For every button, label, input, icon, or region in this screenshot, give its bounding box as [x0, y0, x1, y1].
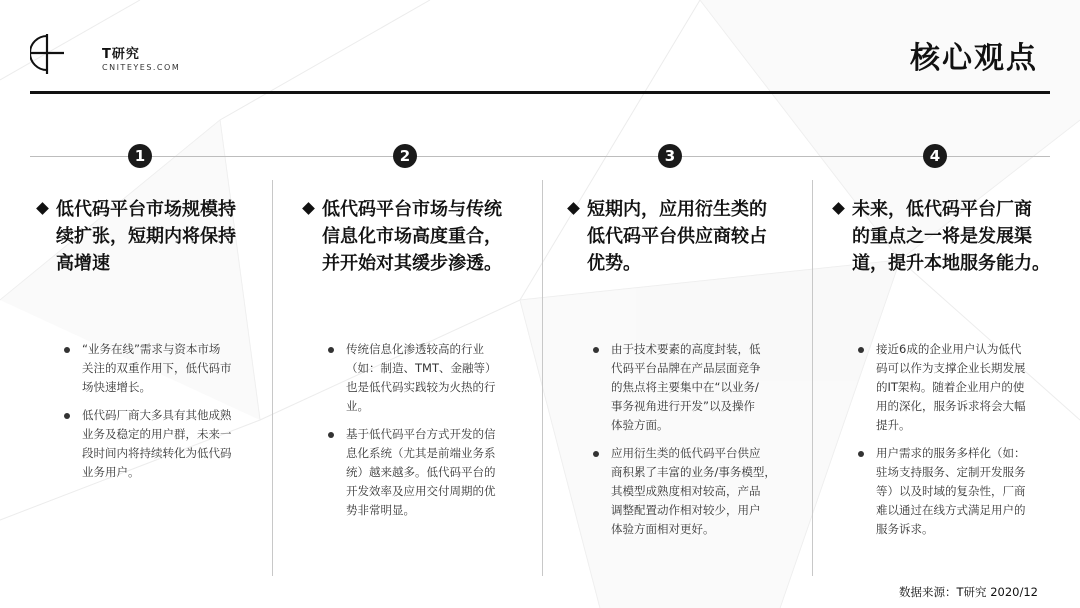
list-item — [324, 425, 524, 520]
bullet-line: 服务诉求。 — [876, 522, 934, 536]
bullet-line: 等）以及时域的复杂性，厂商 — [876, 484, 1026, 498]
column-heading — [832, 196, 1062, 277]
column-4 — [832, 196, 1062, 277]
bullet-line: 其模型成熟度相对较高，产品 — [611, 484, 761, 498]
column-4-bullets — [854, 340, 1054, 548]
bullet-line: 提升。 — [876, 418, 911, 432]
bullet-dot-icon — [64, 347, 70, 353]
bullet-dot-icon — [328, 432, 334, 438]
bullet-dot-icon — [328, 347, 334, 353]
heading-line: 短期内，应用衍生类的 — [587, 199, 767, 220]
bullet-line: 也是低代码实践较为火热的行 — [346, 380, 496, 394]
column-heading — [302, 196, 530, 277]
column-2-bullets — [324, 340, 524, 529]
bullet-line: 调整配置动作相对较少，用户 — [611, 503, 761, 517]
bullet-line: 用户需求的服务多样化（如： — [876, 446, 1026, 460]
column-3 — [567, 196, 795, 277]
bullet-line: 业务用户。 — [82, 465, 140, 479]
bullet-line: 接近6成的企业用户认为低代 — [876, 342, 1022, 356]
column-divider — [272, 180, 273, 576]
bullet-line: 场快速增长。 — [82, 380, 151, 394]
bullet-line: 段时间内将持续转化为低代码 — [82, 446, 232, 460]
bullet-line: 息化系统（尤其是前端业务系 — [346, 446, 496, 460]
bullet-line: 基于低代码平台方式开发的信 — [346, 427, 496, 441]
bullet-line: 关注的双重作用下，低代码市 — [82, 361, 232, 375]
step-number-1: 1 — [128, 144, 152, 168]
bullet-line: 统）越来越多。低代码平台的 — [346, 465, 496, 479]
bullet-line: 的IT架构。随着企业用户的使 — [876, 380, 1025, 394]
step-number-3: 3 — [658, 144, 682, 168]
list-item — [854, 444, 1054, 539]
heading-line: 低代码平台供应商较占 — [587, 226, 767, 247]
bullet-line: 体验方面相对更好。 — [611, 522, 715, 536]
bullet-line: （如：制造、TMT、金融等） — [346, 361, 497, 375]
logo-text-cn: T研究 — [102, 47, 140, 62]
heading-line: 续扩张，短期内将保持 — [56, 226, 236, 247]
heading-line: 信息化市场高度重合， — [322, 226, 502, 247]
bullet-line: 的焦点将主要集中在“以业务/ — [611, 380, 759, 394]
bullet-line: “业务在线”需求与资本市场 — [82, 342, 221, 356]
t-research-logo-mark — [30, 32, 66, 74]
bullet-line: 低代码厂商大多具有其他成熟 — [82, 408, 232, 422]
logo — [30, 32, 181, 76]
column-heading — [567, 196, 795, 277]
heading-line: 未来，低代码平台厂商 — [852, 199, 1032, 220]
bullet-line: 驻场支持服务、定制开发服务 — [876, 465, 1026, 479]
bullet-line: 由于技术要素的高度封装，低 — [611, 342, 761, 356]
column-divider — [542, 180, 543, 576]
list-item — [589, 340, 791, 435]
bullet-dot-icon — [593, 347, 599, 353]
step-number-2: 2 — [393, 144, 417, 168]
bullet-line: 业。 — [346, 399, 369, 413]
bullet-dot-icon — [64, 413, 70, 419]
bullet-line: 应用衍生类的低代码平台供应 — [611, 446, 761, 460]
bullet-line: 码可以作为支撑企业长期发展 — [876, 361, 1026, 375]
bullet-line: 难以通过在线方式满足用户的 — [876, 503, 1026, 517]
bullet-line: 势非常明显。 — [346, 503, 415, 517]
list-item — [589, 444, 791, 539]
bullet-dot-icon — [593, 451, 599, 457]
heading-line: 低代码平台市场与传统 — [322, 199, 502, 220]
heading-line: 低代码平台市场规模持 — [56, 199, 236, 220]
heading-line: 并开始对其缓步渗透。 — [322, 253, 502, 274]
data-source-note: 数据来源：T研究 2020/12 — [899, 585, 1038, 599]
diamond-bullet-icon — [567, 202, 580, 215]
diamond-bullet-icon — [302, 202, 315, 215]
bullet-dot-icon — [858, 451, 864, 457]
bullet-line: 商积累了丰富的业务/事务模型， — [611, 465, 776, 479]
column-2 — [302, 196, 530, 277]
bullet-dot-icon — [858, 347, 864, 353]
bullet-line: 开发效率及应用交付周期的优 — [346, 484, 496, 498]
bullet-line: 代码平台品牌在产品层面竞争 — [611, 361, 761, 375]
steps-timeline-line — [30, 156, 1050, 157]
column-heading — [36, 196, 264, 277]
column-1-bullets — [60, 340, 260, 491]
bullet-line: 体验方面。 — [611, 418, 669, 432]
heading-line: 的重点之一将是发展渠 — [852, 226, 1032, 247]
heading-line: 高增速 — [56, 253, 110, 274]
column-3-bullets — [589, 340, 791, 548]
heading-line: 道，提升本地服务能力。 — [852, 253, 1050, 274]
list-item — [854, 340, 1054, 435]
step-number-4: 4 — [923, 144, 947, 168]
bullet-line: 传统信息化渗透较高的行业 — [346, 342, 484, 356]
bullet-line: 事务视角进行开发”以及操作 — [611, 399, 755, 413]
bullet-line: 业务及稳定的用户群，未来一 — [82, 427, 232, 441]
diamond-bullet-icon — [832, 202, 845, 215]
diamond-bullet-icon — [36, 202, 49, 215]
page-title: 核心观点 — [910, 41, 1038, 76]
list-item — [60, 340, 260, 397]
header-divider — [30, 91, 1050, 94]
list-item — [324, 340, 524, 416]
logo-text-en: CNITEYES.COM — [102, 63, 181, 72]
list-item — [60, 406, 260, 482]
column-1 — [36, 196, 264, 277]
column-divider — [812, 180, 813, 576]
bullet-line: 用的深化，服务诉求将会大幅 — [876, 399, 1026, 413]
heading-line: 优势。 — [587, 253, 641, 274]
